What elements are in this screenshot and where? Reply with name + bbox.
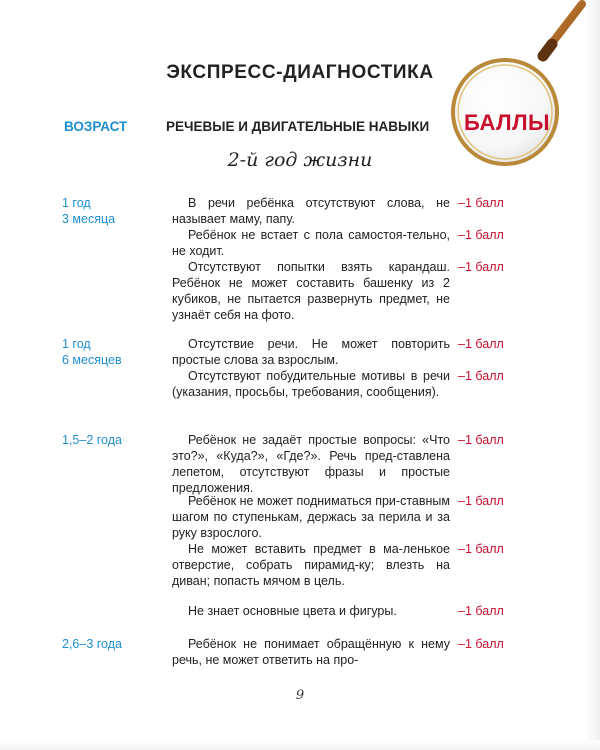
skill-text: Не знает основные цвета и фигуры. <box>188 604 397 618</box>
score-value: –1 балл <box>458 369 504 383</box>
skill-text: Отсутствуют попытки взять карандаш. Ребёнок не может составить башенку из 2 кубиков, не пытается развернуть предмет, не узнаёт себя на фото. <box>172 260 450 322</box>
score-value: –1 балл <box>458 637 504 651</box>
skill-text: Не может вставить предмет в ма-ленькое отверстие, собрать пирамид-ку; влезть на диван; попасть мячом в цель. <box>172 542 450 588</box>
score-value: –1 балл <box>458 604 504 618</box>
age-label: 2,6–3 года <box>62 637 122 651</box>
page-title: ЭКСПРЕСС-ДИАГНОСТИКА <box>166 62 434 83</box>
skill-text: Ребёнок не встает с пола самостоя-тельно, не ходит. <box>172 228 450 258</box>
score-value: –1 балл <box>458 494 504 508</box>
score-value: –1 балл <box>458 196 504 210</box>
page-number: 9 <box>295 688 305 703</box>
score-value: –1 балл <box>458 542 504 556</box>
score-value: –1 балл <box>458 228 504 242</box>
skill-text: Ребёнок не понимает обращённую к нему речь, не может ответить на про- <box>172 637 450 667</box>
skill-text: Ребёнок не может подниматься при-ставным шагом по ступенькам, держась за перила и за руку взрослого. <box>172 494 450 540</box>
skill-text: В речи ребёнка отсутствуют слова, не называет маму, папу. <box>172 196 450 226</box>
age-label: 1 год 6 месяцев <box>62 337 122 367</box>
column-header-age: ВОЗРАСТ <box>64 119 128 134</box>
skill-text: Ребёнок не задаёт простые вопросы: «Что это?», «Куда?», «Где?». Речь пред-ставлена лепетом, отсутствуют фразы и простые предложения. <box>172 433 450 495</box>
page-bottom-shadow <box>0 740 600 750</box>
score-value: –1 балл <box>458 433 504 447</box>
section-subtitle: 2-й год жизни <box>227 149 373 171</box>
column-header-score: БАЛЛЫ <box>464 110 551 135</box>
score-value: –1 балл <box>458 260 504 274</box>
skill-text: Отсутствие речи. Не может повторить простые слова за взрослым. <box>172 337 450 367</box>
score-value: –1 балл <box>458 337 504 351</box>
age-label: 1,5–2 года <box>62 433 122 447</box>
age-label: 1 год 3 месяца <box>62 196 116 226</box>
column-header-skills: РЕЧЕВЫЕ И ДВИГАТЕЛЬНЫЕ НАВЫКИ <box>166 119 430 134</box>
skill-text: Отсутствуют побудительные мотивы в речи (указания, просьбы, требования, сообщения). <box>172 369 450 399</box>
